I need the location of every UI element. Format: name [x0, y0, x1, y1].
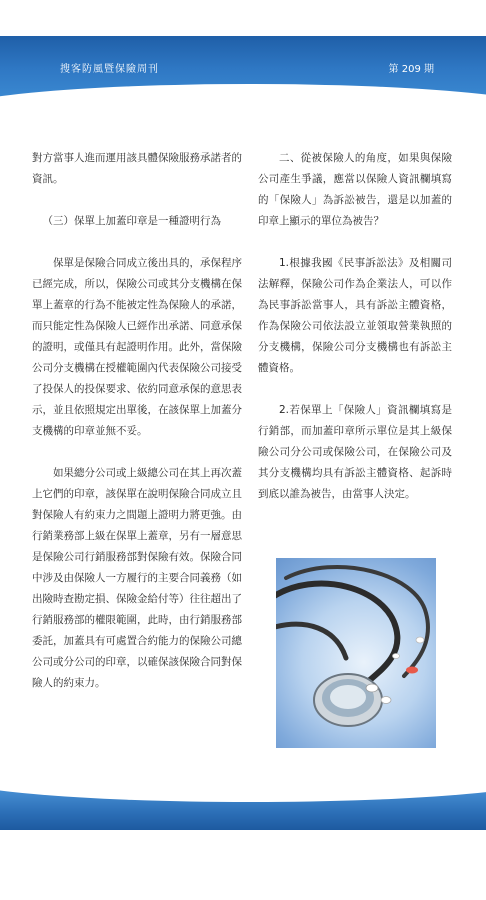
right-paragraph-2: 2.若保單上「保險人」資訊欄填寫是行銷部，而加蓋印章所示單位是其上級保險公司分公司或保險公司，在保險公司及其分支機構均具有訴訟主體資格、起訴時到底以誰為被告，由當事人決定。	[258, 404, 452, 500]
left-column	[32, 148, 242, 694]
right-column	[258, 148, 452, 505]
left-paragraph-2: 保單是保險合同成立後出具的，承保程序已經完成，所以，保險公司或其分支機構在保單上蓋章的行為不能被定性為保險人的承諾，而只能定性為保險人已經作出承諾、同意承保的證明，或僅具有起證明作用。此外，當保險公司分支機構在授權範圍內代表保險公司接受了投保人的投保要求、依約同意承保的意思表示，並且依照規定出單後，在該保單上加蓋分支機構的印章並無不妥。	[32, 257, 242, 437]
right-paragraph-1: 1.根據我國《民事訴訟法》及相關司法解釋，保險公司作為企業法人，可以作為民事訴訟當事人，具有訴訟主體資格，作為保險公司依法設立並領取營業執照的分支機構，保險公司分支機構也有訴訟主體資格。	[258, 257, 452, 374]
page-header	[0, 0, 486, 110]
publication-title: 搜客防風暨保險周刊	[60, 64, 159, 75]
left-paragraph-3: 如果總分公司或上級總公司在其上再次蓋上它們的印章，該保單在說明保險合同成立且對保險人有約束力之間題上證明力將更強。由行銷業務部上級在保單上蓋章，另有一層意思是保險公司行銷服務部對保險有效。保險合同中涉及由保險人一方履行的主要合同義務（如出險時查勘定損、保險金給付等）往往超出了行銷服務部的權限範圍，此時，由行銷服務部委託，加蓋具有可處置合約能力的保險公司總公司或分公司的印章，以確保該保險合同對保險人的約束力。	[32, 467, 242, 689]
issue-number: 第 209 期	[388, 64, 434, 75]
stethoscope-illustration	[276, 558, 436, 748]
stethoscope-photo	[276, 558, 436, 748]
section-heading-3: （三）保單上加蓋印章是一種證明行為	[42, 215, 221, 227]
page-footer	[0, 780, 486, 830]
section-heading-2: 二、從被保險人的角度，如果與保險公司產生爭議，應當以保險人資訊欄填寫的「保險人」為訴訟被告，還是以加蓋的印章上顯示的單位為被告？	[258, 152, 452, 227]
left-paragraph-1: 對方當事人進而運用該具體保險服務承諾者的資訊。	[32, 152, 242, 185]
